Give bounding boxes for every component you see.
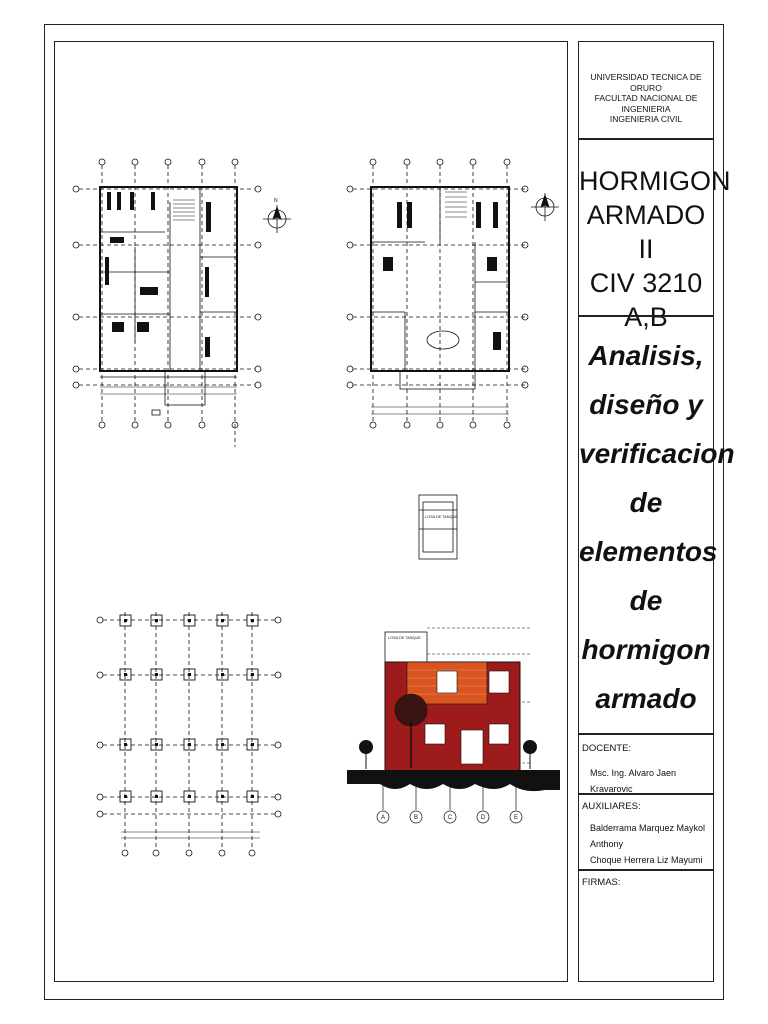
grid-letter-d: D: [480, 815, 486, 821]
north-label: N: [274, 198, 278, 204]
tank-slab-plan: [419, 495, 457, 559]
auxiliares-label: AUXILIARES:: [582, 801, 641, 812]
firmas-block: [578, 870, 714, 982]
course-title-line1: HORMIGON: [579, 166, 731, 196]
description-line: verificacion: [579, 438, 735, 469]
foundation-plan: [97, 612, 281, 856]
floor-plan-ground: [73, 159, 261, 447]
auxiliares-block: [578, 794, 714, 870]
grid-letter-c: C: [447, 815, 453, 821]
course-block: [578, 139, 731, 332]
description-line: armado: [595, 683, 697, 714]
docente-block: [578, 734, 714, 794]
grid-letter-b: B: [413, 815, 419, 821]
north-arrow-icon-2: [531, 193, 559, 221]
front-elevation: [347, 628, 560, 823]
university-block: [578, 41, 714, 139]
north-arrow-icon: [263, 205, 291, 233]
floor-plan-upper: [347, 159, 528, 428]
auxiliar-name: Balderrama Marquez Maykol Anthony: [590, 823, 706, 849]
description-line: diseño y: [589, 389, 703, 420]
description-line: de: [629, 585, 663, 616]
course-code: CIV 3210 A,B: [589, 268, 703, 332]
drawing-canvas: [55, 42, 569, 983]
grid-letter-a: A: [380, 815, 386, 821]
grid-letter-e: E: [513, 815, 519, 821]
tank-slab-label: LOSA DE TANQUE: [425, 515, 458, 519]
description-line: elementos: [579, 536, 718, 567]
drawing-area: [54, 41, 568, 982]
docente-name: Msc. Ing. Alvaro Jaen Kravarovic: [590, 768, 677, 794]
auxiliar-name: Choque Herrera Liz Mayumi: [590, 855, 703, 865]
description-block: [578, 316, 735, 734]
description-line: de: [629, 487, 663, 518]
faculty-name: FACULTAD NACIONAL DE INGENIERIA: [594, 93, 698, 114]
description-line: hormigon: [581, 634, 711, 665]
docente-label: DOCENTE:: [582, 743, 632, 754]
university-name: UNIVERSIDAD TECNICA DE ORURO: [590, 72, 702, 93]
course-title-line2: ARMADO II: [586, 200, 706, 264]
department-name: INGENIERIA CIVIL: [609, 114, 683, 124]
firmas-label: FIRMAS:: [582, 877, 621, 888]
elevation-tank-label: LOSA DE TANQUE: [388, 636, 421, 640]
description-line: Analisis,: [588, 340, 704, 371]
